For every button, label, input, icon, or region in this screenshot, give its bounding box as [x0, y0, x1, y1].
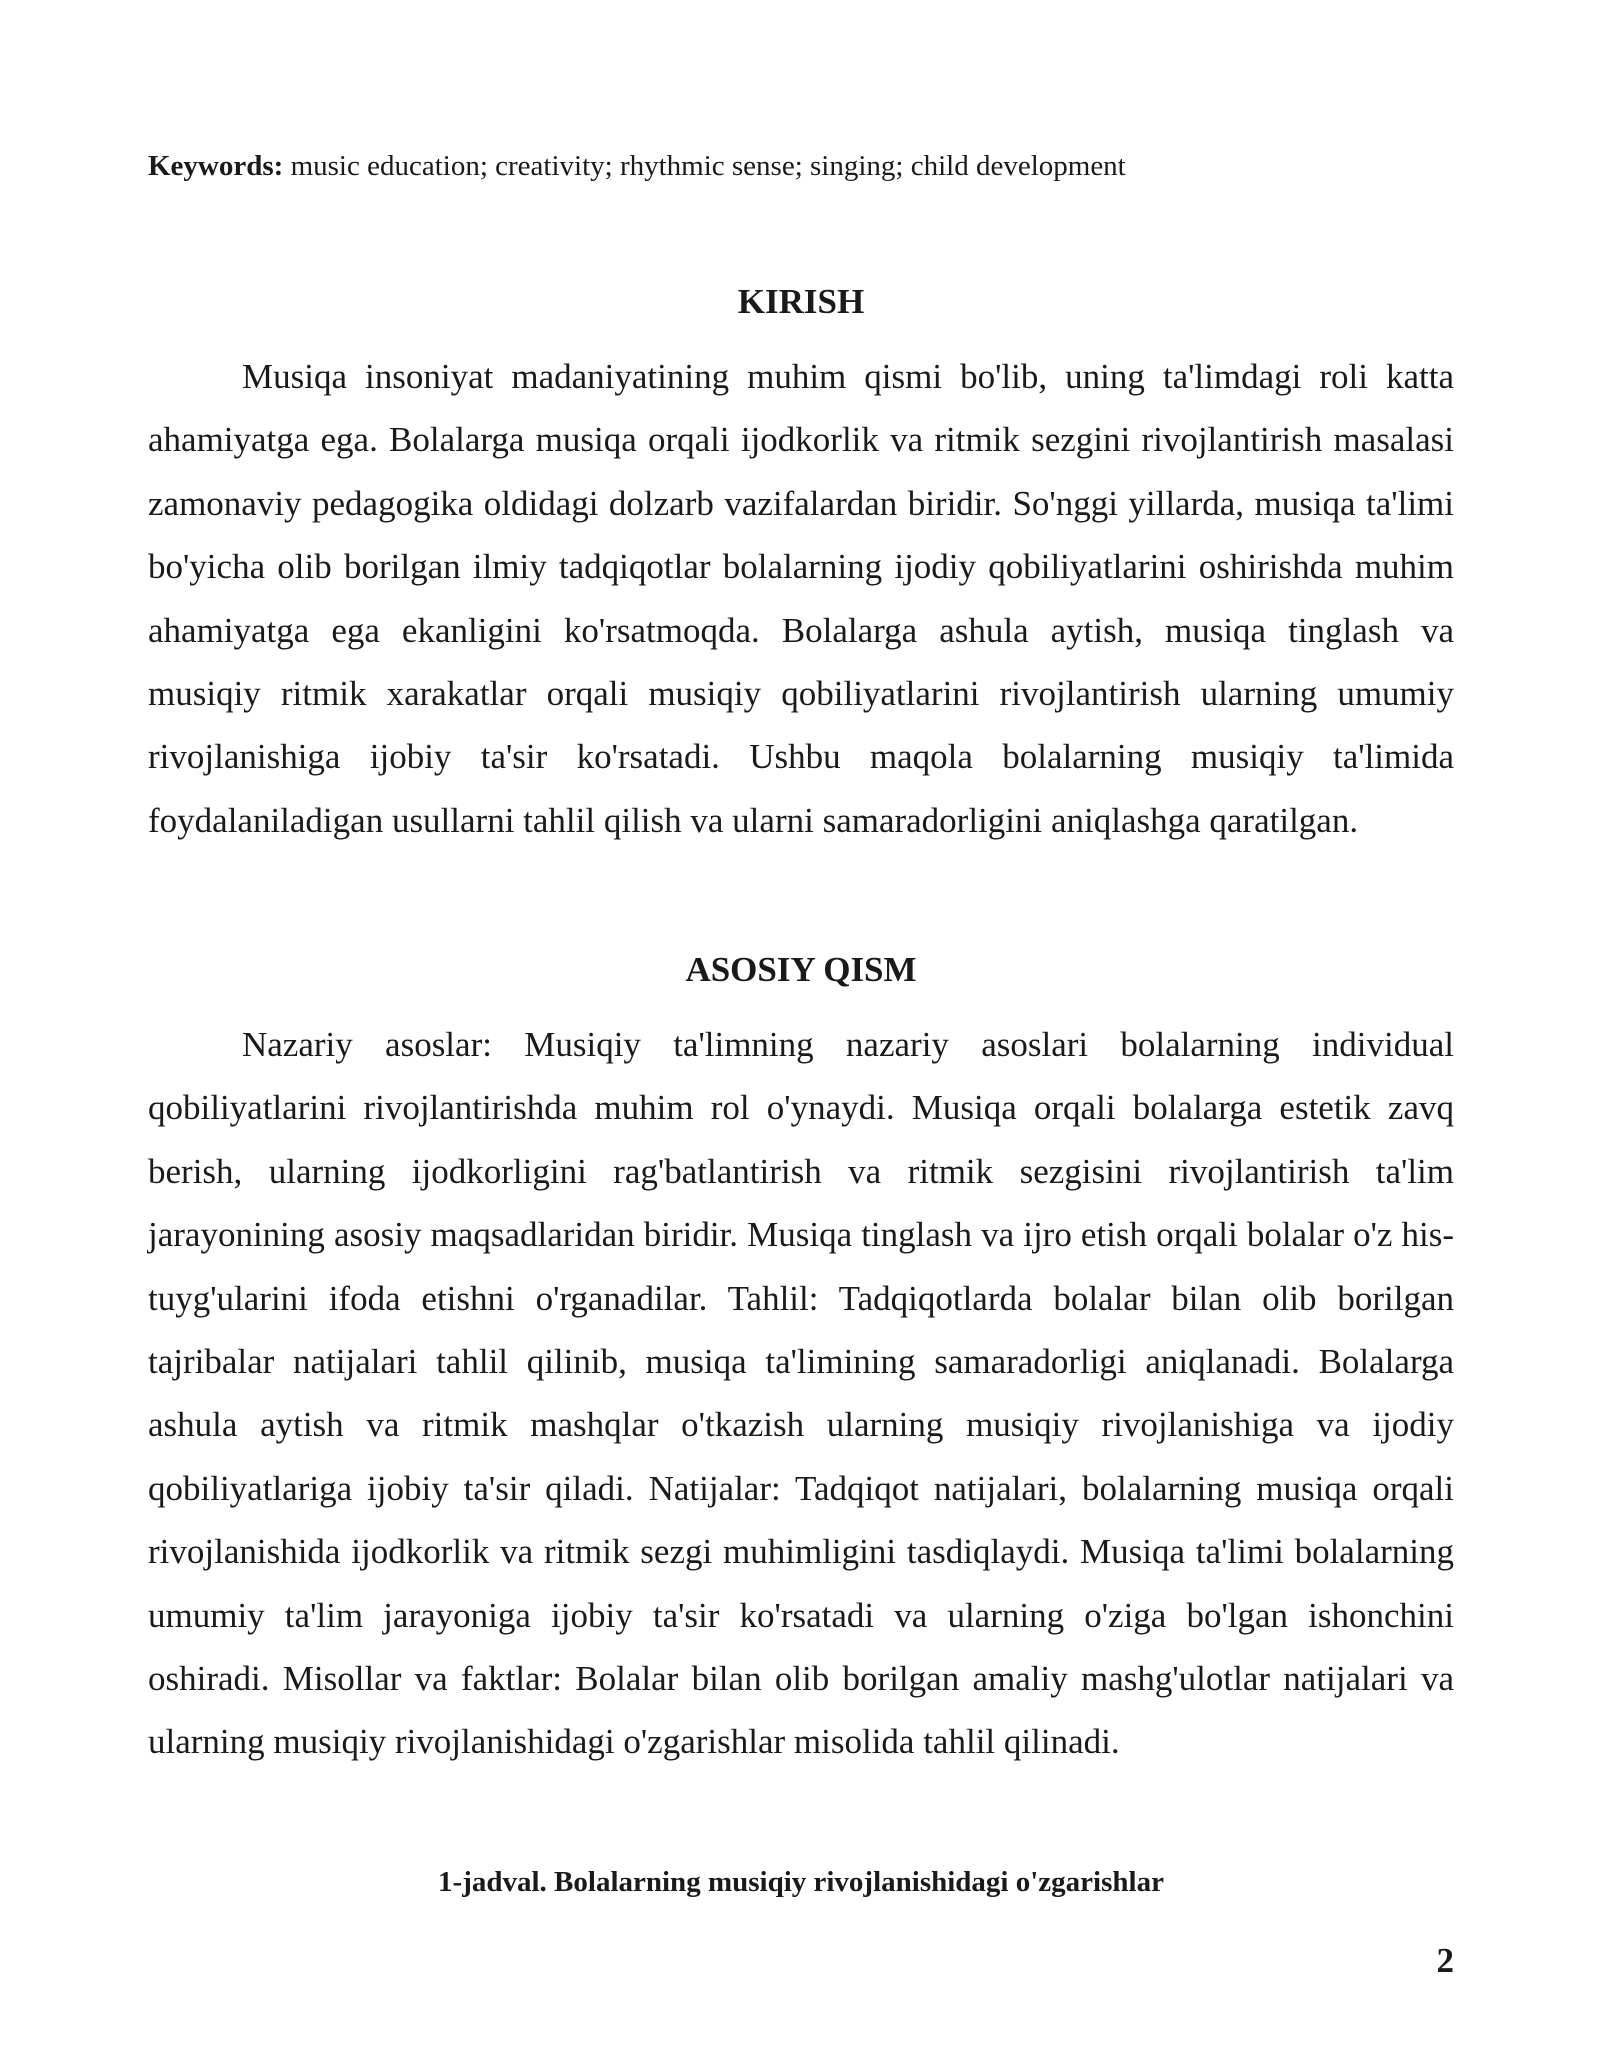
- keywords-text: music education; creativity; rhythmic sense; singing; child development: [283, 150, 1126, 182]
- table-caption: 1-jadval. Bolalarning musiqiy rivojlanishidagi o'zgarishlar: [438, 1866, 1164, 1898]
- section-heading-asosiy-qism: ASOSIY QISM: [685, 950, 917, 989]
- keywords-label: Keywords:: [148, 150, 284, 182]
- paragraph-asosiy-qism: Nazariy asoslar: Musiqiy ta'limning nazariy asoslari bolalarning individual qobiliyatlarini rivojlantirishda muhim rol o'ynaydi. Musiqa orqali bolalarga estetik zavq berish, ularning ijodkorligini rag'batlantirish va ritmik sezgisini rivojlantirish ta'lim jarayonining asosiy maqsadlaridan biridir. Musiqa tinglash va ijro etish orqali bolalar o'z his-tuyg'ularini ifoda etishni o'rganadilar. Tahlil: Tadqiqotlarda bolalar bilan olib borilgan tajribalar natijalari tahlil qilinib, musiqa ta'limining samaradorligi aniqlanadi. Bolalarga ashula aytish va ritmik mashqlar o'tkazish ularning musiqiy rivojlanishiga va ijodiy qobiliyatlariga ijobiy ta'sir qiladi. Natijalar: Tadqiqot natijalari, bolalarning musiqa orqali rivojlanishida ijodkorlik va ritmik sezgi muhimligini tasdiqlaydi. Musiqa ta'limi bolalarning umumiy ta'lim jarayoniga ijobiy ta'sir ko'rsatadi va ularning o'ziga bo'lgan ishonchini oshiradi. Misollar va faktlar: Bolalar bilan olib borilgan amaliy mashg'ulotlar natijalari va ularning musiqiy rivojlanishidagi o'zgarishlar misolida tahlil qilinadi.: [148, 1025, 1454, 1762]
- section-heading-kirish: KIRISH: [737, 282, 865, 321]
- keywords-line: [148, 146, 1458, 186]
- page-number: 2: [1436, 1941, 1454, 1980]
- paragraph-kirish: Musiqa insoniyat madaniyatining muhim qismi bo'lib, uning ta'limdagi roli katta ahamiyatga ega. Bolalarga musiqa orqali ijodkorlik va ritmik sezgini rivojlantirish masalasi zamonaviy pedagogika oldidagi dolzarb vazifalardan biridir. So'nggi yillarda, musiqa ta'limi bo'yicha olib borilgan ilmiy tadqiqotlar bolalarning ijodiy qobiliyatlarini oshirishda muhim ahamiyatga ega ekanligini ko'rsatmoqda. Bolalarga ashula aytish, musiqa tinglash va musiqiy ritmik xarakatlar orqali musiqiy qobiliyatlarini rivojlantirish ularning umumiy rivojlanishiga ijobiy ta'sir ko'rsatadi. Ushbu maqola bolalarning musiqiy ta'limida foydalaniladigan usullarni tahlil qilish va ularni samaradorligini aniqlashga qaratilgan.: [148, 357, 1454, 840]
